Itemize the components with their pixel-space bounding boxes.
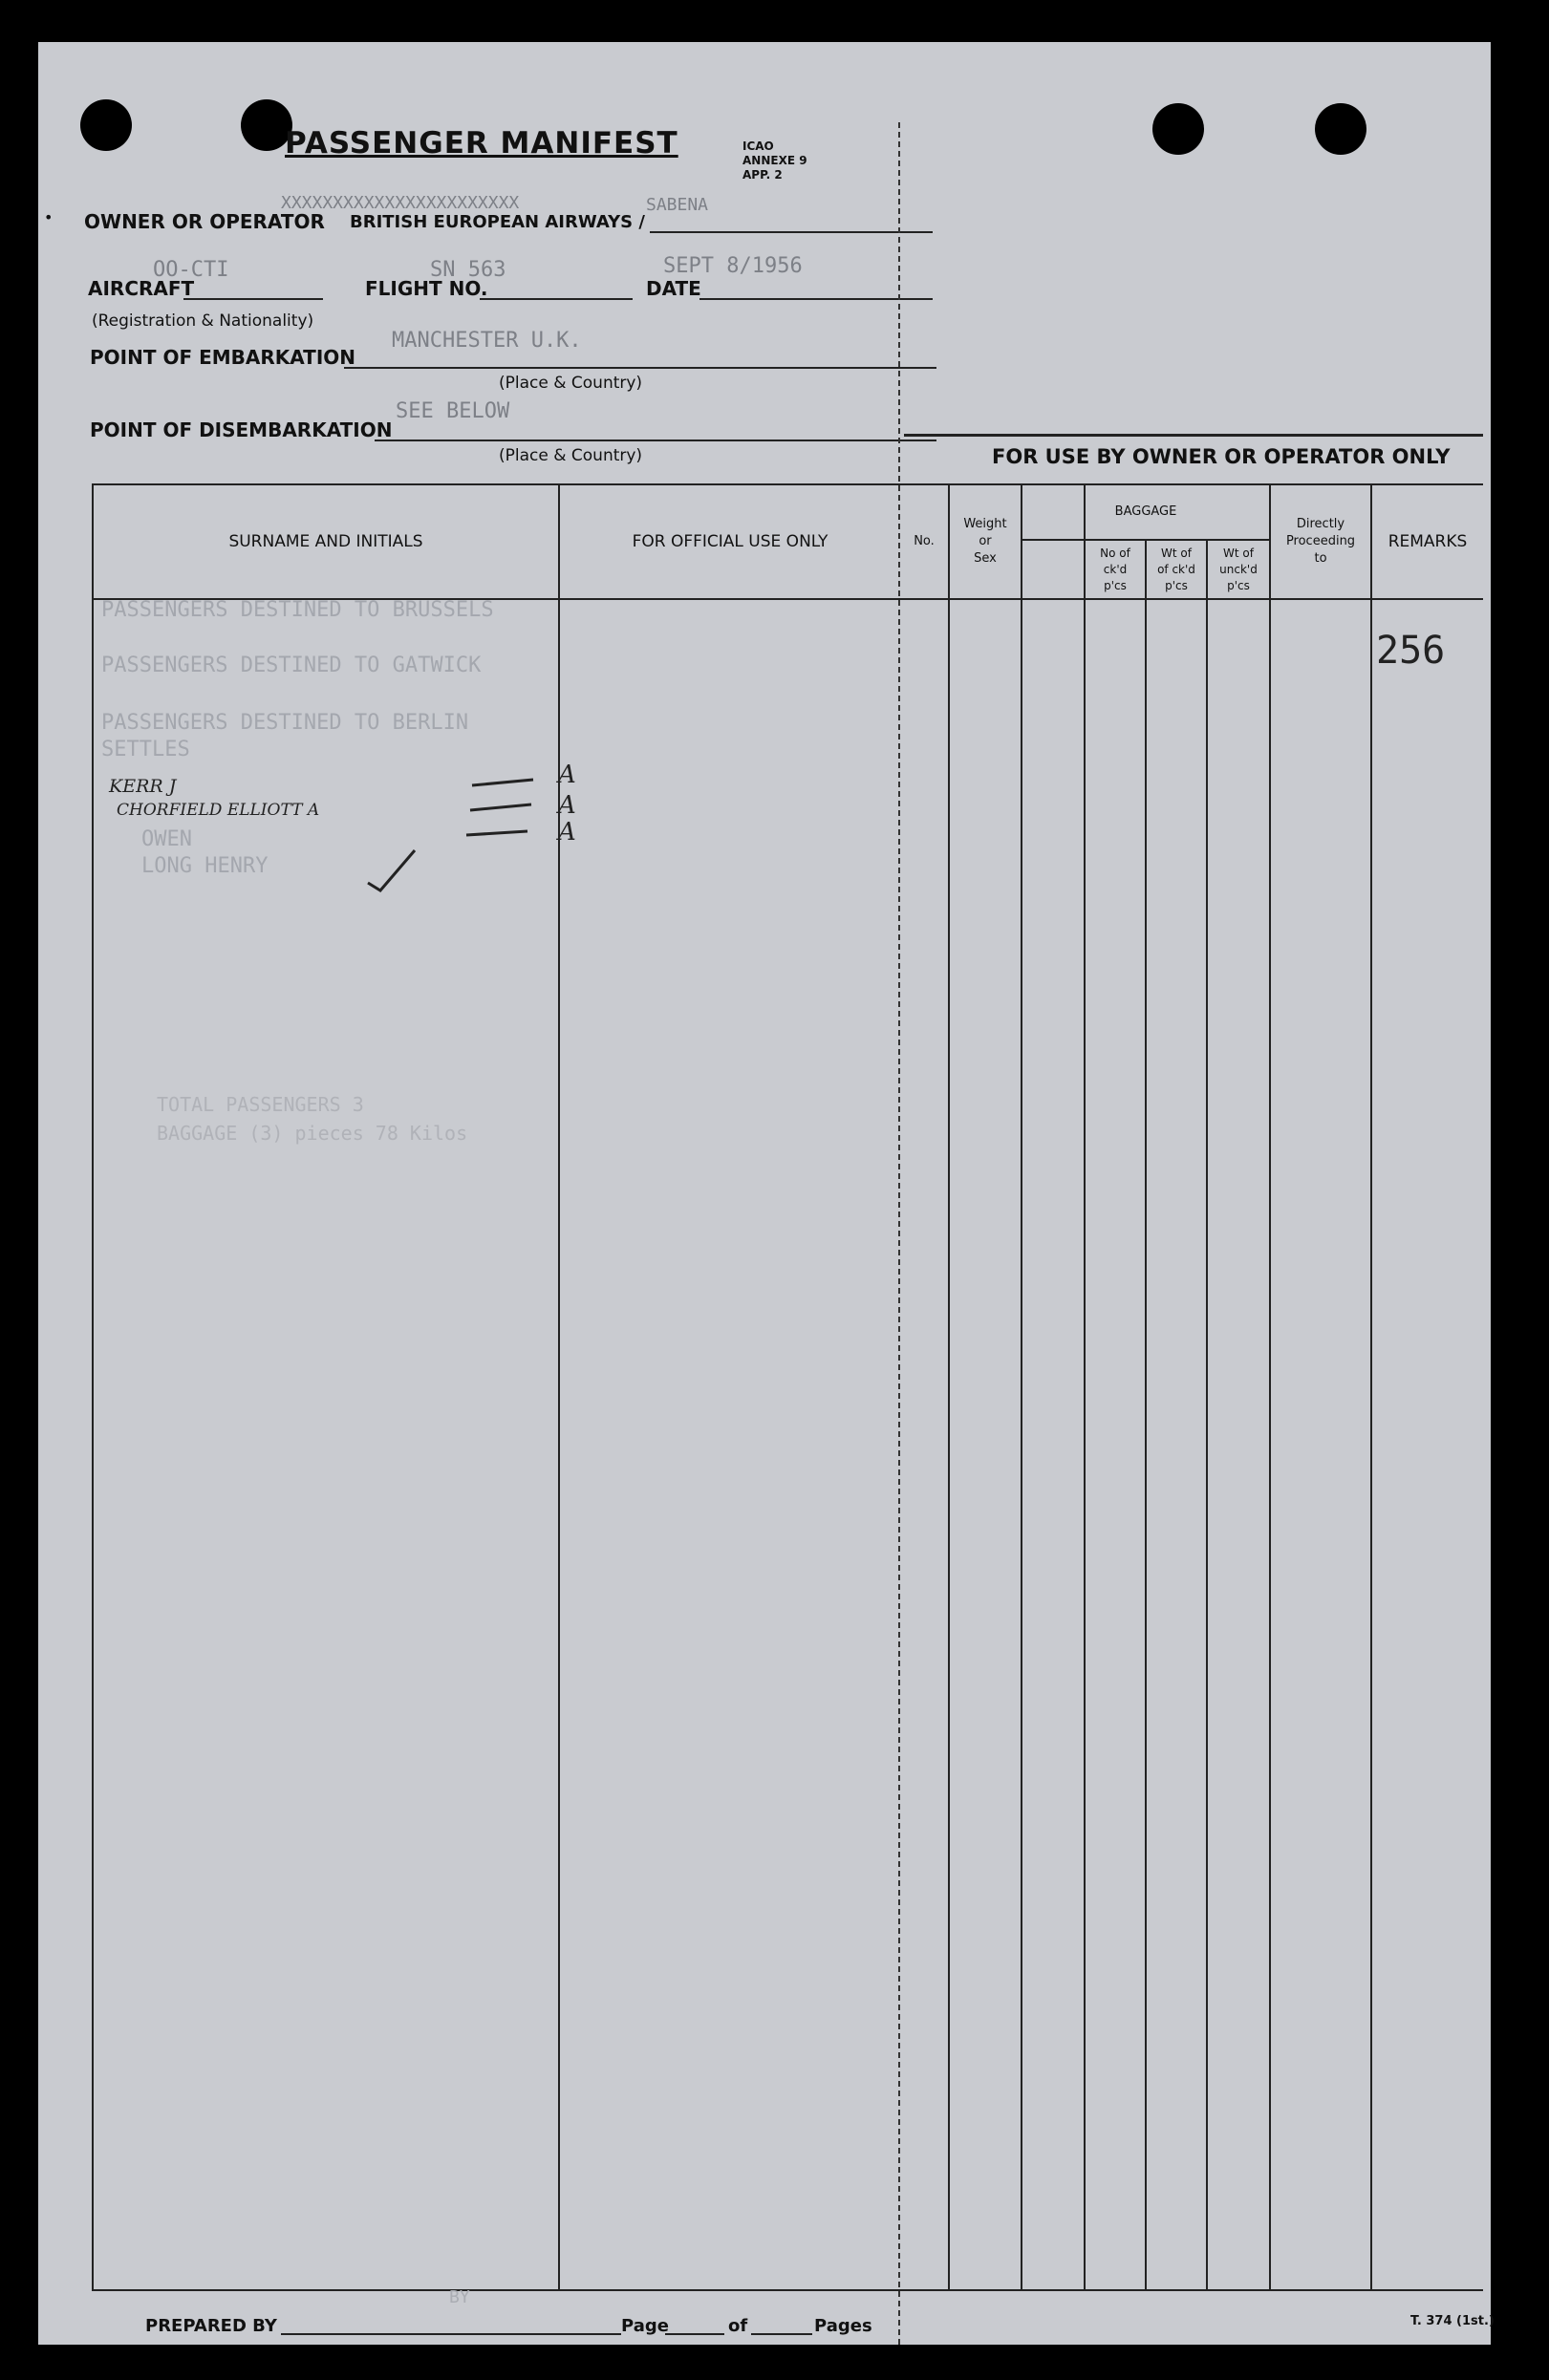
disembarkation-note: (Place & Country) (499, 446, 643, 465)
surname-column-header: SURNAME AND INITIALS (228, 532, 423, 551)
checked-weight-header: Wt of of ck'd p'cs (1157, 546, 1195, 592)
passenger-entry: CHORFIELD ELLIOTT A (117, 801, 320, 820)
mark-a: A (558, 761, 576, 789)
unchecked-weight-header: Wt of unck'd p'cs (1219, 546, 1258, 592)
prepared-by-label: PREPARED BY (145, 2316, 277, 2336)
flight-label: FLIGHT NO. (365, 277, 488, 300)
owner-printed-value: BRITISH EUROPEAN AIRWAYS / (350, 212, 645, 232)
owner-typed-value: SABENA (646, 195, 709, 215)
official-use-column-header: FOR OFFICIAL USE ONLY (632, 532, 828, 551)
owner-label: OWNER OR OPERATOR (84, 210, 325, 233)
entry-row: PASSENGERS DESTINED TO GATWICK (101, 654, 482, 677)
date-value: SEPT 8/1956 (663, 254, 803, 278)
aircraft-value: OO-CTI (153, 258, 229, 282)
embarkation-label: POINT OF EMBARKATION (90, 346, 356, 369)
mark-a: A (558, 791, 576, 820)
footnote: BAGGAGE (3) pieces 78 Kilos (157, 1122, 468, 1145)
entry-row: LONG HENRY (141, 854, 269, 878)
entry-row: OWEN (141, 827, 192, 851)
footnote: TOTAL PASSENGERS 3 (157, 1093, 364, 1116)
proceeding-column-header: Directly Proceeding to (1285, 517, 1356, 566)
entry-row: PASSENGERS DESTINED TO BERLIN (101, 711, 469, 735)
checked-pieces-header: No of ck'd p'cs (1100, 546, 1130, 592)
passenger-entry: KERR J (109, 776, 177, 797)
bullet-icon: • (44, 208, 54, 226)
of-label: of (728, 2316, 748, 2336)
entry-row: PASSENGERS DESTINED TO BRUSSELS (101, 598, 494, 622)
footer-ghost-text: BY (449, 2287, 470, 2307)
page-label: Page (621, 2316, 669, 2336)
baggage-header: BAGGAGE (1114, 504, 1177, 519)
weight-sex-column-header: Weight or Sex (963, 517, 1007, 566)
registration-note: (Registration & Nationality) (92, 311, 314, 331)
disembarkation-label: POINT OF DISEMBARKATION (90, 418, 393, 441)
manifest-page (38, 42, 1495, 2345)
owner-use-heading: FOR USE BY OWNER OR OPERATOR ONLY (992, 445, 1451, 468)
icao-reference: ICAO ANNEXE 9 APP. 2 (742, 139, 807, 182)
pages-label: Pages (814, 2316, 872, 2336)
handwritten-marks (38, 42, 1491, 2345)
date-label: DATE (646, 277, 701, 300)
remarks-column-header: REMARKS (1388, 532, 1468, 551)
owner-struck-text: XXXXXXXXXXXXXXXXXXXXXXX (281, 193, 520, 213)
form-number: T. 374 (1st.) (1410, 2314, 1495, 2328)
entry-row: SETTLES (101, 738, 190, 761)
embarkation-value: MANCHESTER U.K. (392, 329, 582, 353)
disembarkation-value: SEE BELOW (396, 399, 510, 423)
form-title: PASSENGER MANIFEST (285, 126, 678, 161)
flight-value: SN 563 (430, 258, 506, 282)
remark-number: 256 (1376, 629, 1446, 673)
number-column-header: No. (914, 534, 935, 548)
embarkation-note: (Place & Country) (499, 374, 643, 393)
aircraft-label: AIRCRAFT (88, 277, 195, 300)
mark-a: A (558, 818, 576, 847)
